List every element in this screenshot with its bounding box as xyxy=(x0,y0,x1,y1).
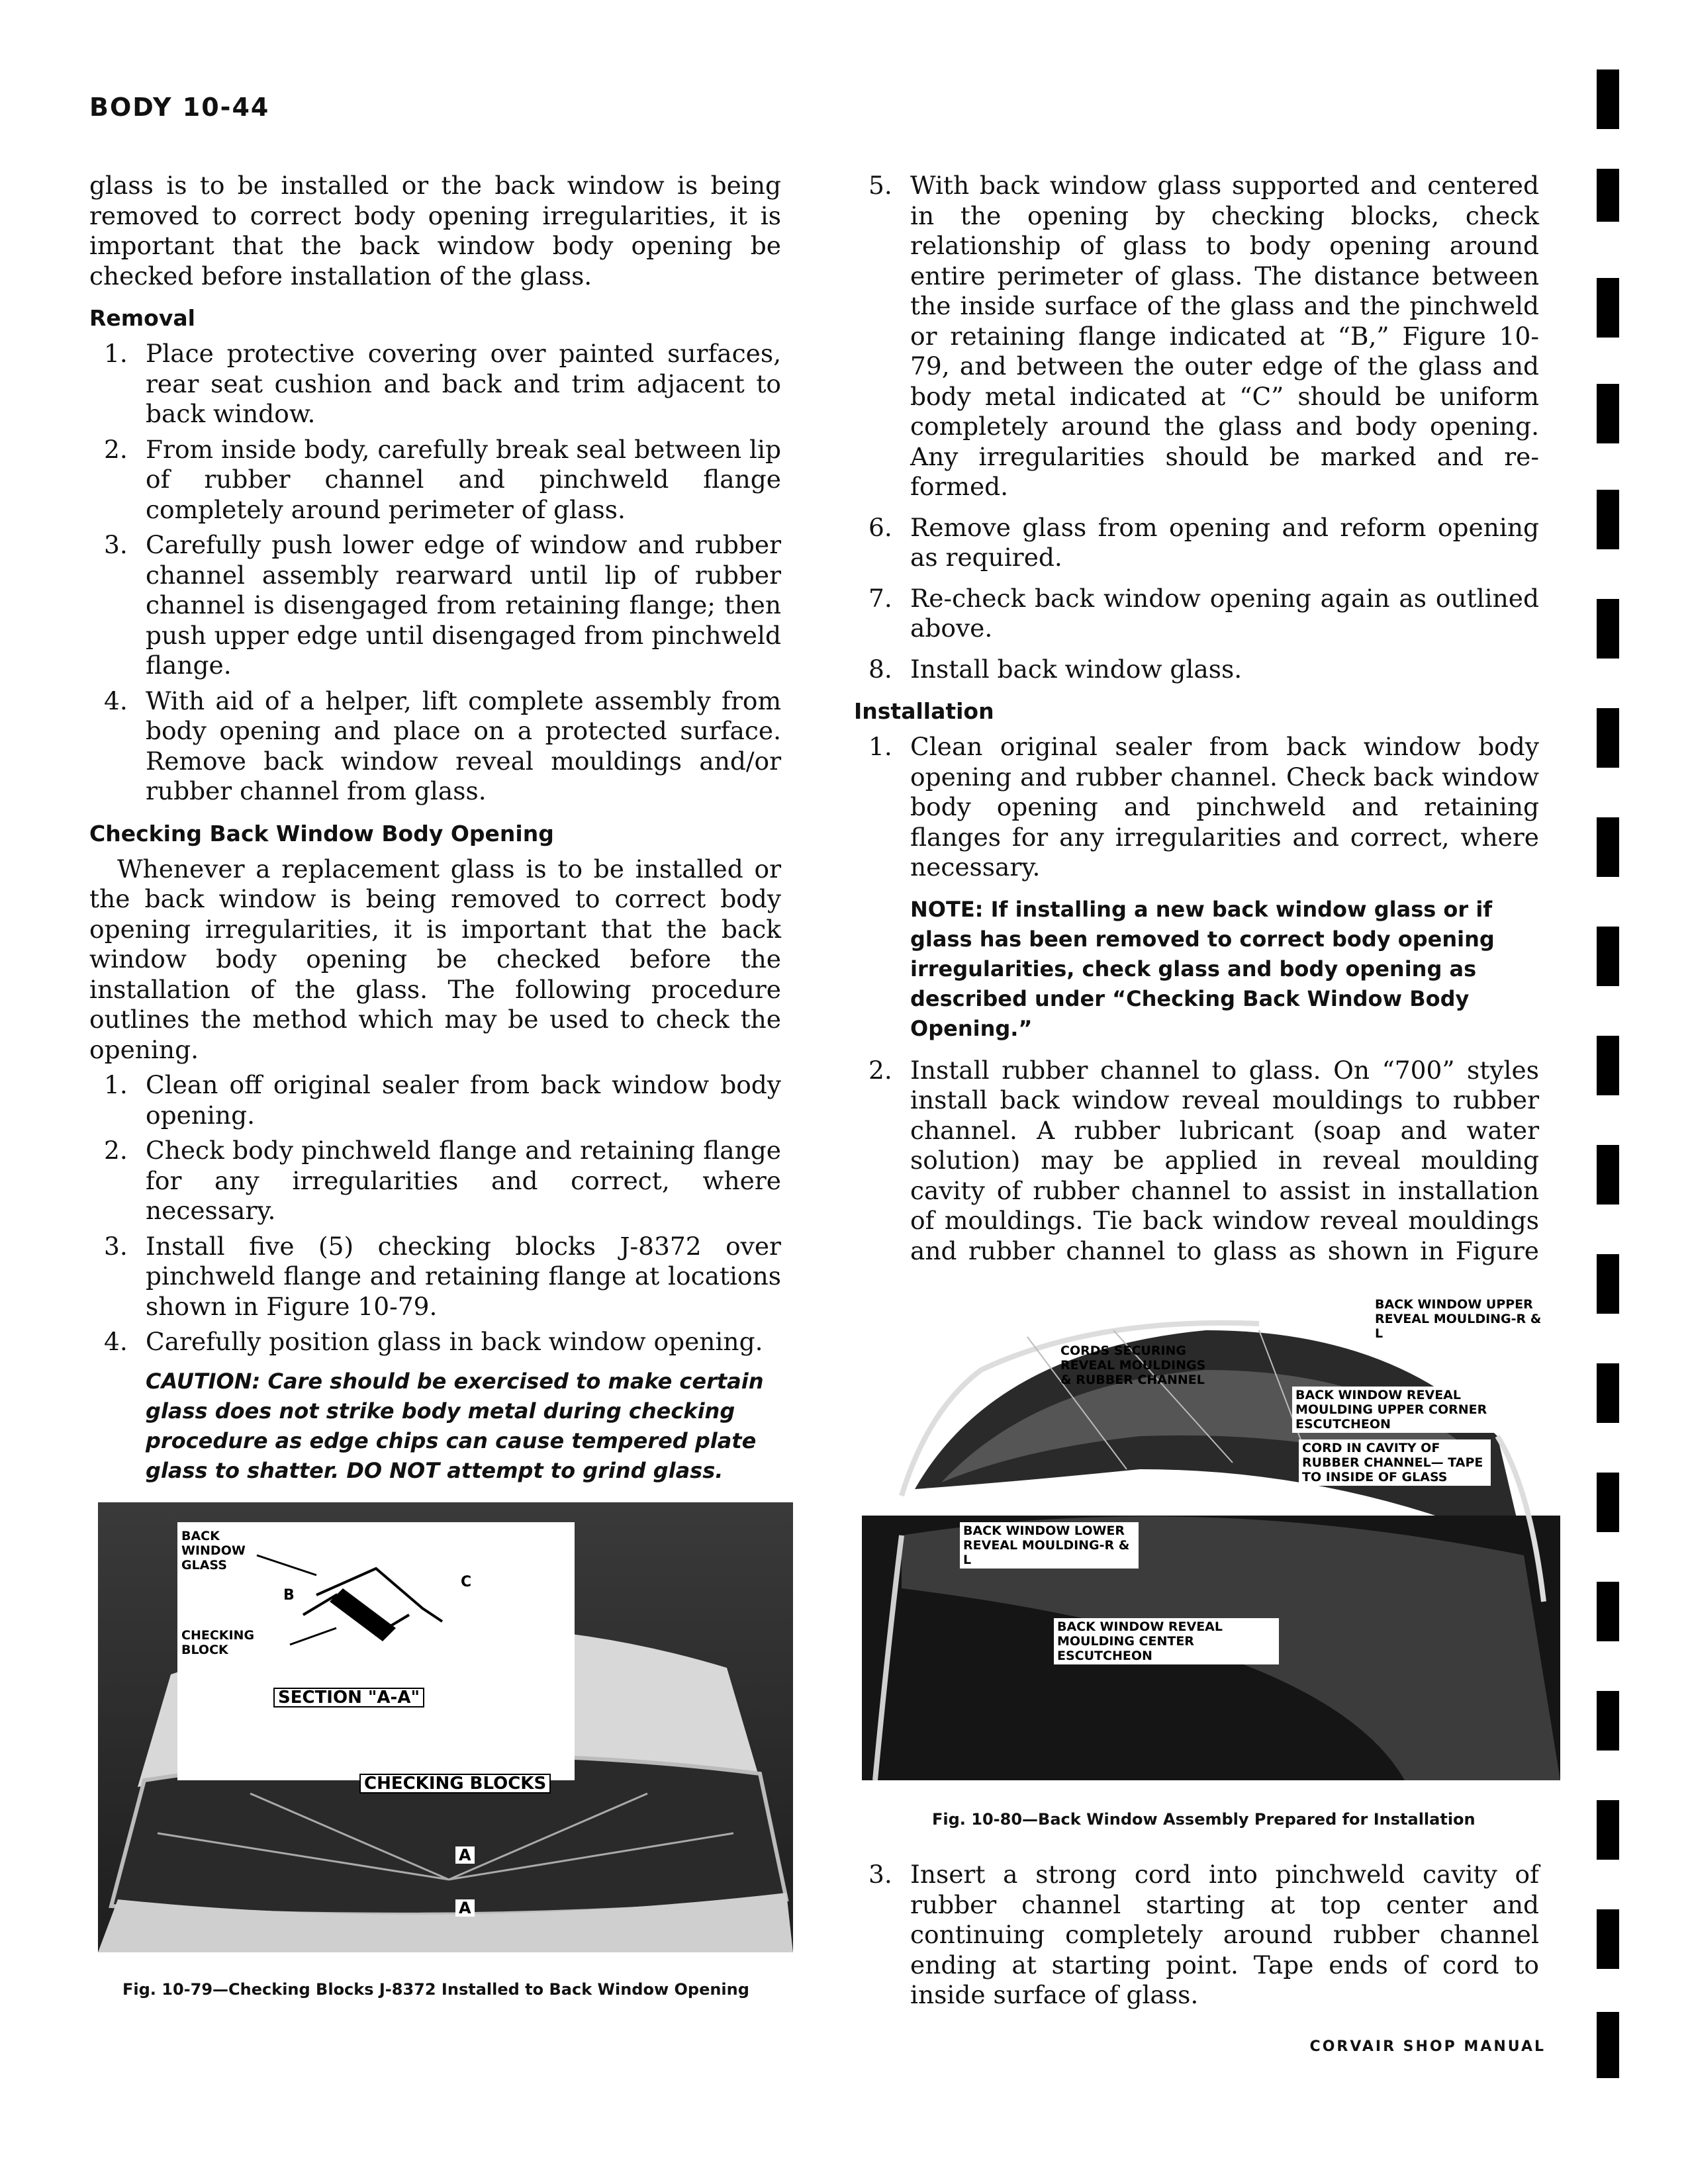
list-item: 1. Clean original sealer from back window body opening and rubber channel. Check back window body opening and pinchweld and retaining flanges for any irregularities and correct, where necessary. xyxy=(868,732,1539,882)
label-center-escutcheon: BACK WINDOW REVEAL MOULDING CENTER ESCUTCHEON xyxy=(1054,1618,1279,1664)
list-item: 3. Carefully push lower edge of window and rubber channel assembly rearward until lip of rubber channel is disengaged from retaining flange; then push upper edge until disengaged from pinchweld flange. xyxy=(104,530,781,680)
label-cords-securing: CORDS SECURING REVEAL MOULDINGS & RUBBER CHANNEL xyxy=(1060,1343,1206,1387)
label-checking-block: CHECKING BLOCK xyxy=(181,1628,255,1657)
label-c: C xyxy=(461,1574,472,1590)
removal-steps xyxy=(89,339,781,807)
list-item: 5. With back window glass supported and centered in the opening by checking blocks, check relationship of glass to body opening around entire perimeter of glass. The distance between the inside surface of the glass and the pinchweld or retaining flange indicated at “B,” Figure 10-79, and between the outer edge of the glass and body metal indicated at “C” should be uniform completely around the glass and body opening. Any irregularities should be marked and re-formed. xyxy=(868,171,1539,501)
label-a-bottom: A xyxy=(455,1899,475,1917)
figure-10-80 xyxy=(862,1271,1560,1780)
figure-10-79 xyxy=(98,1502,793,1952)
page-header: BODY 10-44 xyxy=(89,93,270,122)
list-item: 7. Re-check back window opening again as outlined above. xyxy=(868,583,1539,643)
list-item: 4. With aid of a helper, lift complete assembly from body opening and place on a protected surface. Remove back window reveal mouldings and/or rubber channel from glass. xyxy=(104,686,781,805)
checking-heading: Checking Back Window Body Opening xyxy=(89,820,554,846)
label-b: B xyxy=(283,1587,295,1604)
list-item: 3. Install five (5) checking blocks J-8372 over pinchweld flange and retaining flange at locations shown in Figure 10-79. xyxy=(104,1231,781,1321)
list-item: 3. Insert a strong cord into pinchweld cavity of rubber channel starting at top center and continuing completely around rubber channel ending at starting point. Tape ends of cord to inside surface of glass. xyxy=(868,1860,1539,2009)
list-item: 2. From inside body, carefully break seal between lip of rubber channel and pinchweld flange completely around perimeter of glass. xyxy=(104,434,781,524)
label-a-top: A xyxy=(455,1846,475,1864)
intro-paragraph: glass is to be installed or the back window is being removed to correct body opening irregularities, it is important that the back window body opening be checked before installation of the glass. xyxy=(89,171,781,291)
list-item: 2. Install rubber channel to glass. On “700” styles install back window reveal mouldings to rubber channel. A rubber lubricant (soap and water solution) may be applied in reveal moulding cavity of rubber channel to assist in installation of mouldings. Tie back window reveal mouldings and rubber channel to glass as shown in Figure xyxy=(868,1055,1539,1265)
list-item: 1. Clean off original sealer from back window body opening. xyxy=(104,1070,781,1130)
installation-note: NOTE: If installing a new back window glass or if glass has been removed to correct body opening irregularities, check glass and body opening as described under “Checking Back Window Body Opening.” xyxy=(910,896,1495,1041)
list-item: 8. Install back window glass. xyxy=(868,654,1243,684)
right-column xyxy=(854,171,1539,1297)
left-column xyxy=(89,171,781,1486)
installation-heading: Installation xyxy=(854,698,994,724)
removal-heading: Removal xyxy=(89,305,195,331)
page-footer: CORVAIR SHOP MANUAL xyxy=(1309,2038,1546,2055)
label-section-a-a: SECTION "A-A" xyxy=(273,1688,424,1707)
figure-10-80-caption: Fig. 10-80—Back Window Assembly Prepared for Installation xyxy=(932,1810,1476,1829)
installation-steps xyxy=(854,732,1539,883)
label-back-window-glass: BACK WINDOW GLASS xyxy=(181,1529,246,1572)
installation-steps-2 xyxy=(854,1056,1539,1297)
label-checking-blocks: CHECKING BLOCKS xyxy=(359,1774,551,1794)
list-item: 4. Carefully position glass in back window opening. xyxy=(104,1327,763,1356)
label-upper-corner-escutcheon: BACK WINDOW REVEAL MOULDING UPPER CORNER ESCUTCHEON xyxy=(1292,1387,1537,1433)
label-cord-in-cavity: CORD IN CAVITY OF RUBBER CHANNEL— TAPE TO INSIDE OF GLASS xyxy=(1299,1439,1491,1486)
label-upper-reveal-moulding: BACK WINDOW UPPER REVEAL MOULDING-R & L xyxy=(1375,1297,1542,1341)
list-item: 1. Place protective covering over painted surfaces, rear seat cushion and back and trim adjacent to back window. xyxy=(104,339,781,428)
caution-note: CAUTION: Care should be exercised to make certain glass does not strike body metal during checking procedure as edge chips can cause tempered plate glass to shatter. DO NOT attempt to grind glass. xyxy=(146,1368,764,1483)
figure-10-79-caption: Fig. 10-79—Checking Blocks J-8372 Installed to Back Window Opening xyxy=(122,1980,749,1999)
right-column-bottom xyxy=(854,1854,1539,2011)
checking-steps-continued xyxy=(854,171,1539,684)
list-item: 6. Remove glass from opening and reform opening as required. xyxy=(868,512,1539,572)
installation-steps-3 xyxy=(854,1860,1539,2011)
checking-steps xyxy=(89,1070,781,1357)
list-item: 2. Check body pinchweld flange and retaining flange for any irregularities and correct, where necessary. xyxy=(104,1136,781,1225)
label-lower-reveal-moulding: BACK WINDOW LOWER REVEAL MOULDING-R & L xyxy=(960,1522,1139,1569)
checking-intro: Whenever a replacement glass is to be installed or the back window is being removed to correct body opening irregularities, it is important that the back window body opening be checked before the installation of the glass. The following procedure outlines the method which may be used to check the opening. xyxy=(89,854,781,1064)
